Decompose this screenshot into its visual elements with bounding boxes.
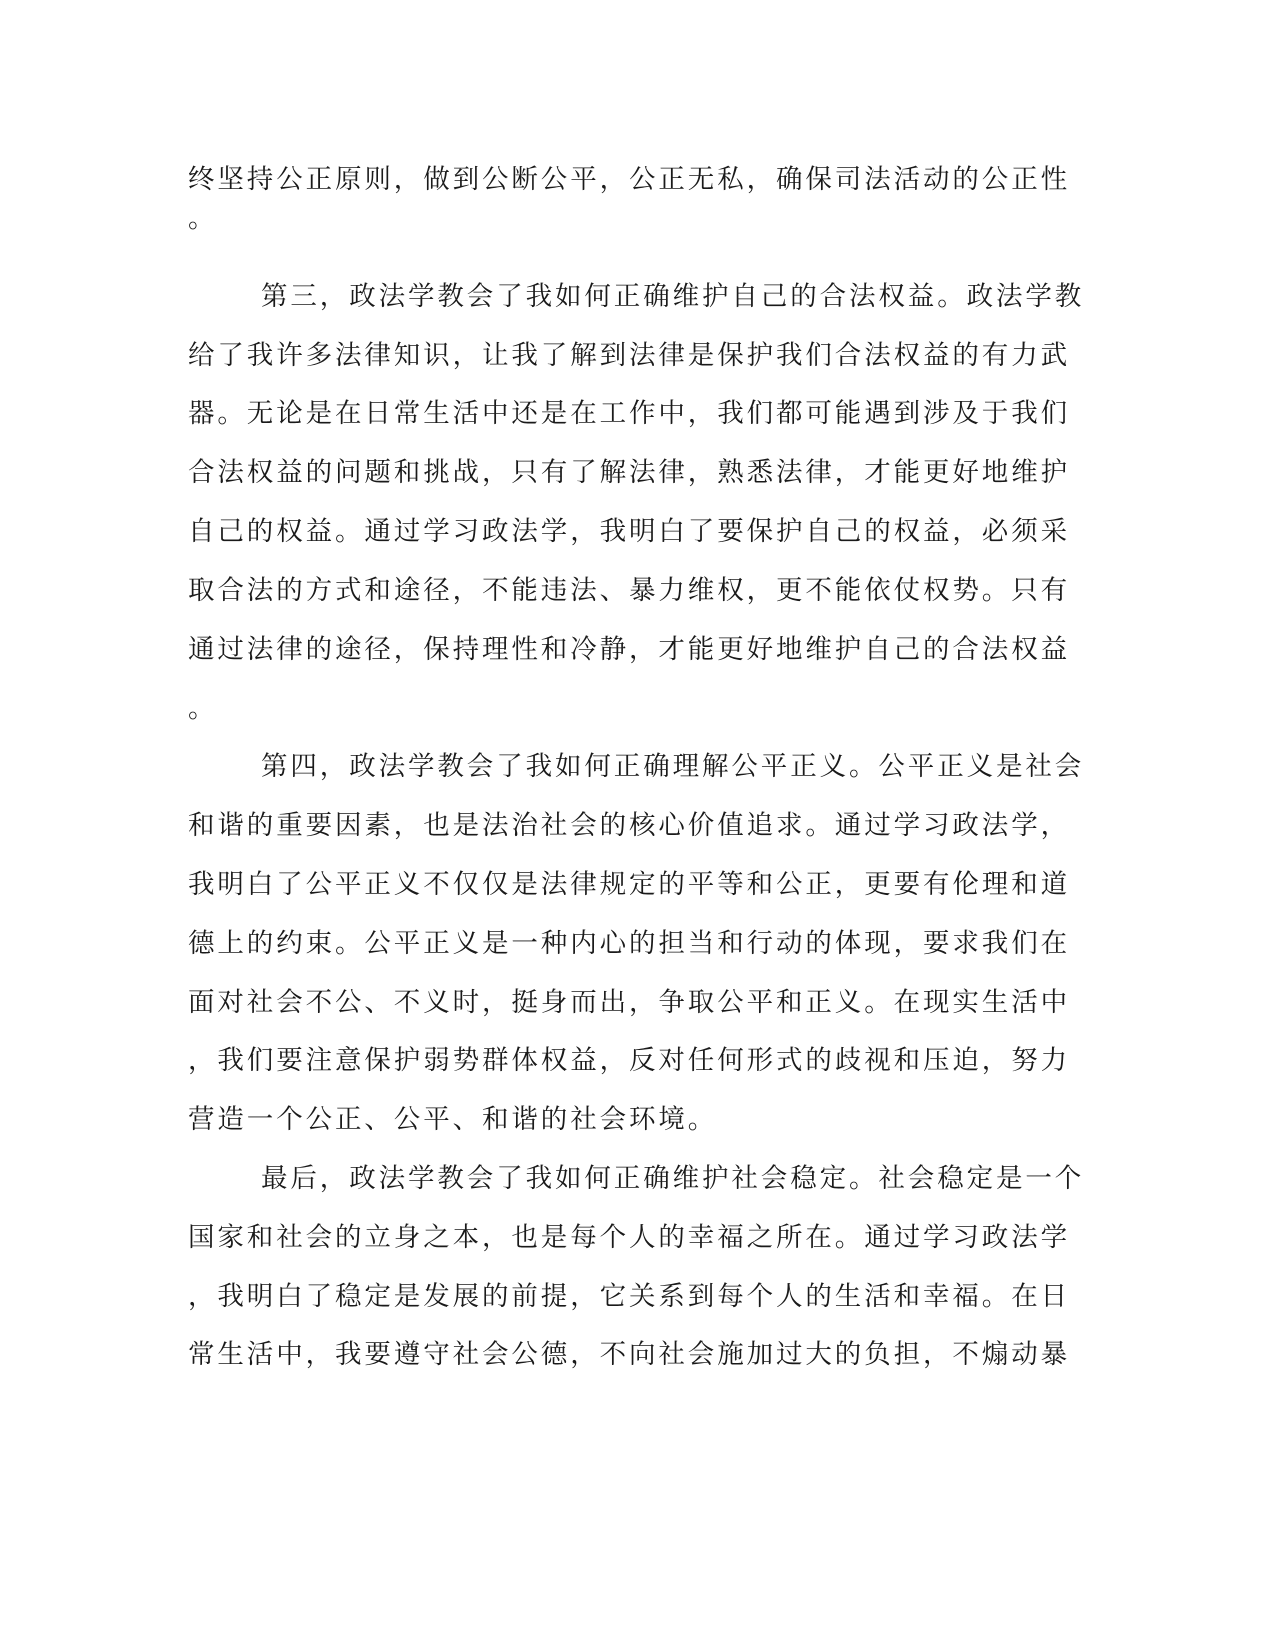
text-line: 国家和社会的立身之本，也是每个人的幸福之所在。通过学习政法学	[188, 1222, 1070, 1253]
text-line: ，我们要注意保护弱势群体权益，反对任何形式的歧视和压迫，努力	[188, 1045, 1070, 1076]
text-line: 合法权益的问题和挑战，只有了解法律，熟悉法律，才能更好地维护	[188, 457, 1070, 488]
text-line: 器。无论是在日常生活中还是在工作中，我们都可能遇到涉及于我们	[188, 398, 1070, 429]
text-line: 给了我许多法律知识，让我了解到法律是保护我们合法权益的有力武	[188, 340, 1070, 371]
text-line: 终坚持公正原则，做到公断公平，公正无私，确保司法活动的公正性	[188, 164, 1070, 195]
text-line: 常生活中，我要遵守社会公德，不向社会施加过大的负担，不煽动暴	[188, 1339, 1070, 1370]
paragraph-start-line: 第四，政法学教会了我如何正确理解公平正义。公平正义是社会	[261, 751, 1085, 782]
text-line: ，我明白了稳定是发展的前提，它关系到每个人的生活和幸福。在日	[188, 1281, 1070, 1312]
text-line: 自己的权益。通过学习政法学，我明白了要保护自己的权益，必须采	[188, 516, 1070, 547]
text-line: 营造一个公正、公平、和谐的社会环境。	[188, 1104, 718, 1135]
paragraph-start-line: 最后，政法学教会了我如何正确维护社会稳定。社会稳定是一个	[261, 1163, 1085, 1194]
text-line: 德上的约束。公平正义是一种内心的担当和行动的体现，要求我们在	[188, 928, 1070, 959]
text-line: 通过法律的途径，保持理性和冷静，才能更好地维护自己的合法权益	[188, 634, 1070, 665]
text-line: 。	[188, 693, 218, 724]
paragraph-start-line: 第三，政法学教会了我如何正确维护自己的合法权益。政法学教	[261, 281, 1085, 312]
text-line: 。	[188, 203, 218, 234]
text-line: 和谐的重要因素，也是法治社会的核心价值追求。通过学习政法学，	[188, 810, 1070, 841]
text-line: 面对社会不公、不义时，挺身而出，争取公平和正义。在现实生活中	[188, 987, 1070, 1018]
text-line: 取合法的方式和途径，不能违法、暴力维权，更不能依仗权势。只有	[188, 575, 1070, 606]
text-line: 我明白了公平正义不仅仅是法律规定的平等和公正，更要有伦理和道	[188, 869, 1070, 900]
